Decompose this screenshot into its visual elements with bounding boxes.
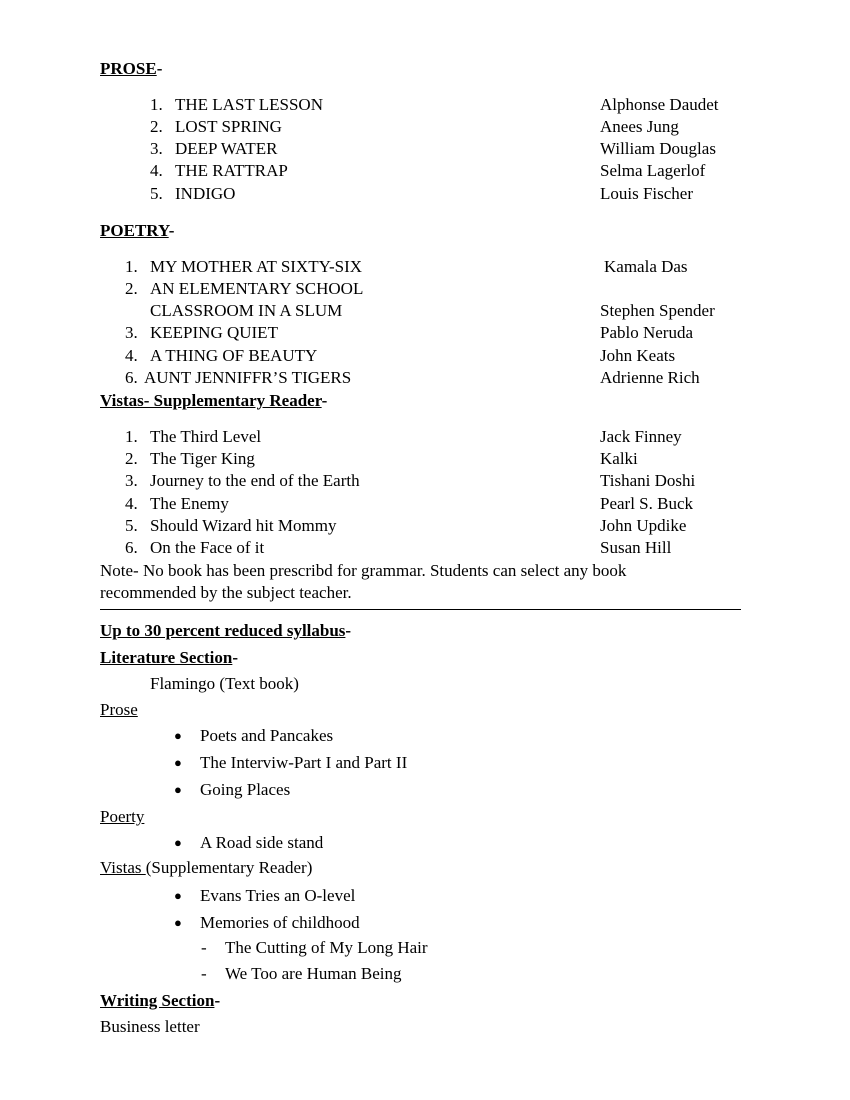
list-number: 2. [125, 449, 138, 468]
list-item-title: INDIGO [175, 184, 236, 203]
bullet-icon: ● [174, 888, 182, 903]
list-item-title: THE RATTRAP [175, 161, 288, 180]
list-item-author: Anees Jung [600, 117, 679, 136]
list-item-title: AUNT JENNIFFR’S TIGERS [144, 368, 352, 387]
bullet-icon: ● [174, 915, 182, 930]
list-item-title: A THING OF BEAUTY [150, 346, 318, 365]
list-item-author: Susan Hill [600, 538, 672, 557]
bullet-icon: ● [174, 835, 182, 850]
list-item: Going Places [200, 780, 291, 799]
list-item-author: Selma Lagerlof [600, 161, 706, 180]
bullet-icon: ● [174, 728, 182, 743]
list-item-title: THE LAST LESSON [175, 95, 323, 114]
list-number: 3. [125, 471, 138, 490]
bullet-icon: ● [174, 755, 182, 770]
list-item-author: Pablo Neruda [600, 323, 694, 342]
list-number: 5. [150, 184, 163, 203]
list-item-title: Should Wizard hit Mommy [150, 516, 337, 535]
list-number: 1. [125, 427, 138, 446]
prose-heading: PROSE- [100, 59, 163, 78]
list-item-author: Stephen Spender [600, 301, 715, 320]
list-item-author: Adrienne Rich [600, 368, 700, 387]
list-number: 6. [125, 368, 138, 387]
poetry-heading: POETRY- [100, 221, 175, 240]
list-number: 2. [150, 117, 163, 136]
list-item: Poets and Pancakes [200, 726, 334, 745]
list-item: A Road side stand [200, 833, 324, 852]
note-text-continued: recommended by the subject teacher. [100, 583, 352, 602]
list-item-author: John Keats [600, 346, 676, 365]
list-item-title: Journey to the end of the Earth [150, 471, 360, 490]
list-number: 4. [125, 346, 138, 365]
list-item-author: Kamala Das [604, 257, 688, 276]
list-item: The Interviw-Part I and Part II [200, 753, 408, 772]
list-item: Memories of childhood [200, 913, 360, 932]
list-number: 4. [150, 161, 163, 180]
list-item-author: William Douglas [600, 139, 716, 158]
list-item-title: The Enemy [150, 494, 229, 513]
list-number: 1. [150, 95, 163, 114]
list-item-title: On the Face of it [150, 538, 265, 557]
vistas-heading: Vistas- Supplementary Reader- [100, 391, 328, 410]
list-item-title: AN ELEMENTARY SCHOOL [150, 279, 364, 298]
list-item-author: Louis Fischer [600, 184, 694, 203]
writing-item: Business letter [100, 1017, 200, 1036]
list-item-author: Pearl S. Buck [600, 494, 694, 513]
list-item-title: MY MOTHER AT SIXTY-SIX [150, 257, 363, 276]
list-item-author: Alphonse Daudet [600, 95, 719, 114]
sub-list-item: The Cutting of My Long Hair [225, 938, 428, 957]
list-number: 1. [125, 257, 138, 276]
list-item-author: Kalki [600, 449, 638, 468]
vistas-subheading: Vistas (Supplementary Reader) [100, 858, 313, 877]
list-item-title: The Third Level [150, 427, 262, 446]
list-item-title: LOST SPRING [175, 117, 282, 136]
section-divider [100, 609, 741, 610]
note-text: Note- No book has been prescribd for grammar. Students can select any book [100, 561, 627, 580]
list-item: Evans Tries an O-level [200, 886, 356, 905]
flamingo-textbook: Flamingo (Text book) [150, 674, 299, 693]
list-item-title: KEEPING QUIET [150, 323, 278, 342]
list-item-author: Jack Finney [600, 427, 682, 446]
writing-section-heading: Writing Section- [100, 991, 221, 1010]
list-item-author: Tishani Doshi [600, 471, 696, 490]
list-item-title: The Tiger King [150, 449, 255, 468]
list-number: 3. [150, 139, 163, 158]
list-item-title-continued: CLASSROOM IN A SLUM [150, 301, 343, 320]
list-number: 3. [125, 323, 138, 342]
sub-list-item: We Too are Human Being [225, 964, 402, 983]
list-number: 6. [125, 538, 138, 557]
list-number: 5. [125, 516, 138, 535]
dash-marker: - [201, 938, 207, 957]
literature-section-heading: Literature Section- [100, 648, 239, 667]
bullet-icon: ● [174, 782, 182, 797]
poetry-subheading: Poerty [100, 807, 145, 826]
list-item-author: John Updike [600, 516, 687, 535]
dash-marker: - [201, 964, 207, 983]
prose-subheading: Prose [100, 700, 138, 719]
reduced-syllabus-heading: Up to 30 percent reduced syllabus- [100, 621, 352, 640]
list-item-title: DEEP WATER [175, 139, 278, 158]
list-number: 4. [125, 494, 138, 513]
list-number: 2. [125, 279, 138, 298]
